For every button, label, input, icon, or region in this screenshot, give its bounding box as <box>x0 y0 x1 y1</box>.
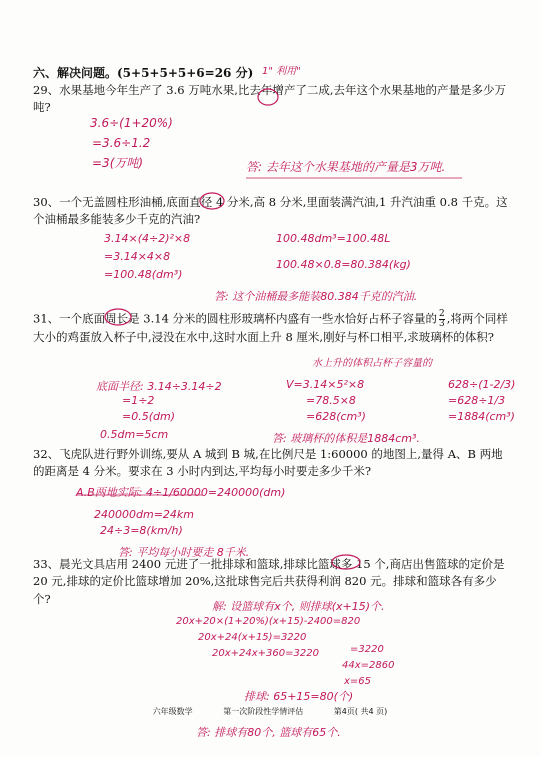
footer-title: 第一次阶段性学情评估 <box>223 707 304 716</box>
circle-mark <box>105 309 131 325</box>
q29-step-2: =3.6÷1.2 <box>92 136 151 150</box>
q31-step-6: =78.5×8 <box>306 394 356 407</box>
q31-step-8: 628÷(1-2/3) <box>448 378 516 391</box>
q30-step-3: =100.48(dm³) <box>104 268 183 281</box>
q33-final: 排球: 65+15=80(个) <box>244 690 354 703</box>
fraction-denominator: 3 <box>439 319 445 329</box>
q31-step-10: =1884(cm³) <box>448 410 515 423</box>
q30-step-1: 3.14×(4÷2)²×8 <box>104 232 191 245</box>
q33-step-3: 20x+24x+360=3220 <box>212 648 319 659</box>
q30-step-5: 100.48×0.8=80.384(kg) <box>276 258 411 271</box>
q33-step-2: 20x+24(x+15)=3220 <box>198 632 307 643</box>
question-33: 33、晨光文具店用 2400 元进了一批排球和篮球,排球比篮球多 15 个,商店出售篮球的定价是 20 元,排球的定价比篮球增加 20%,这批球售完后共获得利润 820 元。排球和篮球各有多少个? <box>33 557 505 606</box>
question-32: 32、飞虎队进行野外训练,要从 A 城到 B 城,在比例尺是 1:60000 的地图上,量得 A、B 两地的距离是 4 分米。要求在 3 小时内到达,平均每小时要走多少千米? <box>33 447 503 479</box>
question-29: 29、水果基地今年生产了 3.6 万吨水果,比去年增产了二成,去年这个水果基地的产量是多少万吨? <box>33 83 507 115</box>
q29-step-1: 3.6÷(1+20%) <box>90 116 173 130</box>
handwritten-note: 1" 利用" <box>262 66 301 77</box>
q31-step-1: 底面半径: 3.14÷3.14÷2 <box>96 380 222 393</box>
q33-step-4: =3220 <box>350 644 384 655</box>
q33-step-6: x=65 <box>344 676 372 687</box>
q31-text-2: ,将两个同样大小的鸡蛋放入杯子中,浸没在水中,这时水面上升 8 厘米,刚好与杯口相平,求玻璃杯的体积? <box>33 311 508 344</box>
q31-answer: 答: 玻璃杯的体积是1884cm³. <box>272 432 420 445</box>
q31-step-7: =628(cm³) <box>306 410 366 423</box>
q33-step-1: 20x+20×(1+20%)(x+15)-2400=820 <box>176 616 361 627</box>
q32-answer: 答: 平均每小时要走 8千米. <box>118 546 250 559</box>
q31-step-5: V=3.14×5²×8 <box>286 378 365 391</box>
q31-step-3: =0.5(dm) <box>122 410 175 423</box>
footer-page: 第4页( 共4 页) <box>333 707 388 716</box>
q32-step-2: 240000dm=24km <box>94 508 194 521</box>
q31-step-4: 0.5dm=5cm <box>100 428 169 441</box>
q32-step-3: 24÷3=8(km/h) <box>100 524 183 537</box>
q29-answer: 答: 去年这个水果基地的产量是3万吨. <box>246 160 446 174</box>
circle-mark <box>200 193 224 209</box>
q31-text-1: 31、一个底面周长是 3.14 分米的圆柱形玻璃杯内盛有一些水恰好占杯子容量的 <box>33 311 438 326</box>
circle-mark <box>332 555 360 569</box>
q33-answer: 答: 排球有80个, 篮球有65个. <box>196 726 341 739</box>
section-title: 六、解决问题。(5+5+5+5+6=26 分) <box>33 66 254 80</box>
fraction-numerator: 2 <box>439 309 445 319</box>
q31-step-9: =628÷1/3 <box>448 394 506 407</box>
q32-step-1: A.B两地实际: 4÷1/60000=240000(dm) <box>76 486 286 499</box>
footer-grade: 六年级数学 <box>152 707 193 716</box>
q33-setup: 解: 设篮球有x个, 则排球(x+15)个. <box>212 600 385 613</box>
q31-step-2: =1÷2 <box>122 394 155 407</box>
q31-label: 水上升的体积占杯子容量的 <box>312 358 432 369</box>
q33-step-5: 44x=2860 <box>342 660 395 671</box>
question-30: 30、一个无盖圆柱形油桶,底面直径 4 分米,高 8 分米,里面装满汽油,1 升汽油重 0.8 千克。这个油桶最多能装多少千克的汽油? <box>33 195 508 227</box>
circle-mark <box>258 89 278 105</box>
q30-step-2: =3.14×4×8 <box>104 250 171 263</box>
q30-step-4: 100.48dm³=100.48L <box>276 232 391 245</box>
q29-step-3: =3(万吨) <box>92 156 144 170</box>
q30-answer: 答: 这个油桶最多能装80.384千克的汽油. <box>214 290 418 303</box>
